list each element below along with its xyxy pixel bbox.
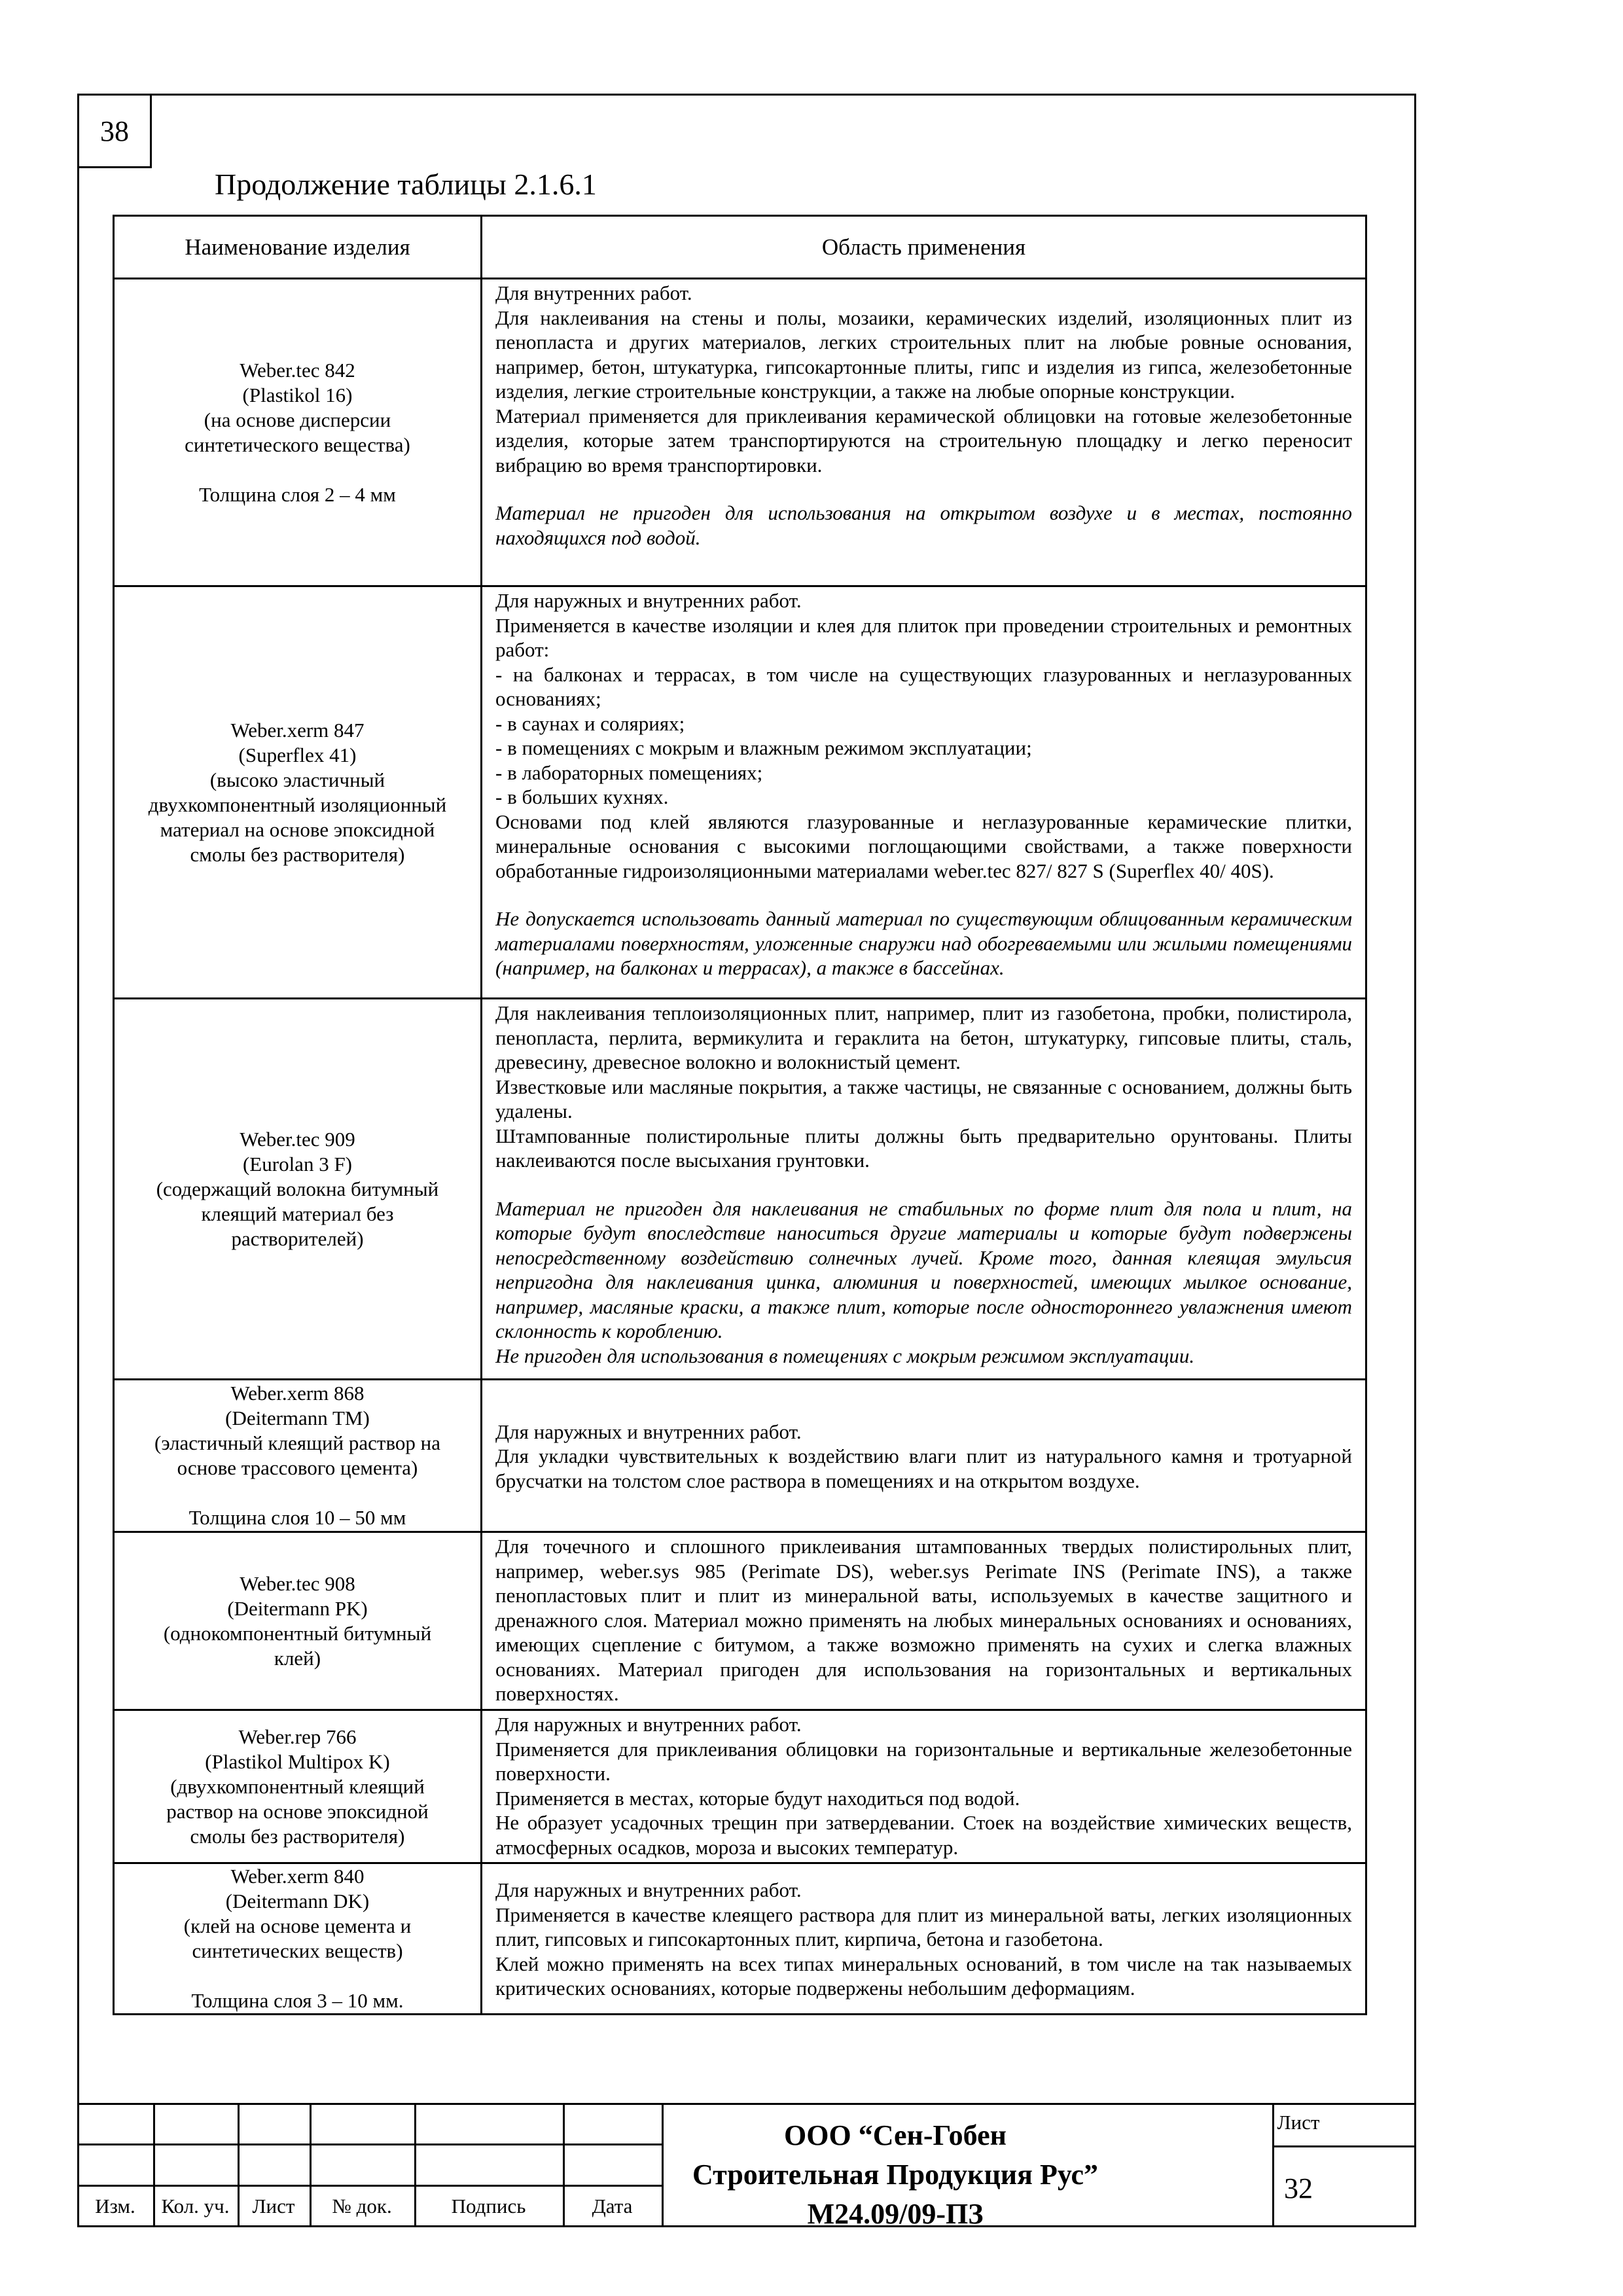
layer-thickness: Толщина слоя 2 – 4 мм (199, 482, 396, 506)
application-cell (482, 279, 1366, 586)
product-name-line: Weber.tec 909 (240, 1127, 355, 1151)
stamp-label-sheet: Лист (252, 2195, 295, 2217)
application-paragraph: Применяется в качестве изоляции и клея для плиток при проведении строительных и ремонтных работ: (495, 613, 1352, 661)
product-name-line: раствор на основе эпоксидной (166, 1799, 429, 1823)
product-name-cell (114, 1710, 482, 1863)
application-cell (482, 586, 1366, 999)
product-name-line: (на основе дисперсии (204, 408, 391, 431)
sheet-number: 32 (1284, 2172, 1313, 2204)
application-cell (482, 1532, 1366, 1710)
application-paragraph: Для точечного и сплошного приклеивания штампованных твердых полистирольных плит, например, weber.sys 985 (Perimate DS), weber.sys Perimate INS (Perimate INS), а также пенопластовых плит и плит из минеральной ваты, используемых в качестве защитного и дренажного слоя. Материал можно применять на любых минеральных основаниях и основаниях, имеющих сцепление с битумом, а также возможно применять на сухих и слегка влажных основаниях. Материал пригоден для использования на горизонтальных и вертикальных поверхностях. (495, 1535, 1352, 1705)
product-name-line: (высоко эластичный (209, 768, 385, 791)
product-name-cell (114, 1532, 482, 1710)
product-name-line: клей) (274, 1646, 321, 1670)
company-name-line: ООО “Сен-Гобен (784, 2119, 1007, 2151)
layer-thickness: Толщина слоя 10 – 50 мм (188, 1506, 406, 1529)
product-name-line: (Plastikol 16) (242, 383, 353, 406)
table-row (114, 999, 1366, 1380)
application-paragraph: Основами под клей являются глазурованные и неглазурованные керамические плитки, минеральные основания с высокими поглощающими свойствами, а также поверхности обработанные гидроизоляционными материалами weber.tec 827/ 827 S (Superflex 40/ 40S). (495, 810, 1352, 882)
table-row (114, 1863, 1366, 2015)
product-name-line: материал на основе эпоксидной (160, 817, 435, 841)
product-name-line: синтетического вещества) (185, 433, 410, 456)
product-name-line: (двухкомпонентный клеящий (170, 1774, 425, 1798)
product-name-line: клеящий материал без (201, 1202, 394, 1225)
table-row (114, 1532, 1366, 1710)
application-paragraph: Для наружных и внутренних работ. (495, 1420, 802, 1443)
application-paragraph: Клей можно применять на всех типах минеральных оснований, в том числе на так называемых критических основаниях, которые подвержены небольшим деформациям. (495, 1952, 1352, 2000)
stamp-label-date: Дата (592, 2195, 633, 2217)
application-paragraph: Применяется в качестве клеящего раствора для плит из минеральной ваты, легких изоляционных плит, гипсовых и гипсокартонных плит, кирпича, бетона и газобетона. (495, 1903, 1352, 1951)
application-paragraph: Для наклеивания теплоизоляционных плит, например, плит из газобетона, пробки, полистирола, пенопласта, перлита, вермикулита и гераклита на бетон, штукатурку, гипсовые плиты, сталь, древесину, древесное волокно и волокнистый цемент. (495, 1001, 1352, 1073)
title-block (77, 2103, 1416, 2230)
product-name-cell (114, 1380, 482, 1532)
application-note: Не пригоден для использования в помещениях с мокрым режимом эксплуатации. (495, 1344, 1195, 1367)
table-row (114, 1380, 1366, 1532)
product-name-line: Weber.xerm 840 (230, 1865, 365, 1888)
product-name-line: Weber.rep 766 (238, 1725, 357, 1748)
header-application: Область применения (482, 216, 1366, 279)
application-cell (482, 1863, 1366, 2015)
application-note: Материал не пригоден для наклеивания не стабильных по форме плит для пола и плит, на которые будут впоследствие наноситься другие материалы и которые будут подвержены непосредственному воздействию солнечных лучей. Кроме того, данная клеящая эмульсия непригодна для наклеивания цинка, алюминия и поверхностей, имеющих мылкое основание, например, масляные краски, а также плит, которые после одностороннего увлажнения имеют склонность к короблению. (495, 1196, 1352, 1342)
application-note: Не допускается использовать данный материал по существующим облицованным керамическим материалами поверхностям, уложенные снаружи над обогреваемыми или жилыми помещениями (например, на балконах и террасах), а также в бассейнах. (495, 907, 1352, 979)
application-paragraph: Для наружных и внутренних работ. (495, 1713, 802, 1736)
product-name-line: Weber.xerm 868 (230, 1382, 365, 1405)
product-name-line: двухкомпонентный изоляционный (148, 793, 447, 816)
products-table (113, 215, 1367, 2015)
product-name-line: (Plastikol Multipox K) (205, 1749, 390, 1773)
product-name-line: (однокомпонентный битумный (163, 1621, 432, 1645)
product-name-line: (содержащий волокна битумный (156, 1177, 439, 1200)
page-number: 38 (77, 94, 152, 168)
company-block (660, 2116, 1131, 2234)
sheet-label: Лист (1277, 2111, 1320, 2134)
product-name-line: синтетических веществ) (192, 1939, 403, 1962)
application-paragraph: Для наружных и внутренних работ. (495, 1878, 802, 1902)
company-name-line: Строительная Продукция Рус” (692, 2159, 1099, 2191)
application-paragraph: - в помещениях с мокрым и влажным режимом эксплуатации; (495, 736, 1032, 759)
product-name-cell (114, 586, 482, 999)
table-row (114, 279, 1366, 586)
product-name-line: смолы без растворителя) (190, 1824, 405, 1848)
stamp-label-doc-number: № док. (332, 2195, 392, 2217)
product-name-line: (Superflex 41) (238, 743, 357, 766)
table-row (114, 1710, 1366, 1863)
stamp-label-signature: Подпись (451, 2195, 526, 2217)
application-paragraph: Для укладки чувствительных к воздействию влаги плит из натурального камня и тротуарной брусчатки на толстом слое раствора в помещениях и на открытом воздухе. (495, 1444, 1352, 1492)
header-product-name: Наименование изделия (114, 216, 482, 279)
application-paragraph: Применяется для приклеивания облицовки на горизонтальные и вертикальные железобетонные поверхности. (495, 1737, 1352, 1785)
application-cell (482, 999, 1366, 1380)
application-paragraph: Применяется в местах, которые будут находиться под водой. (495, 1786, 1020, 1810)
document-code: М24.09/09-ПЗ (807, 2198, 984, 2230)
layer-thickness: Толщина слоя 3 – 10 мм. (191, 1989, 404, 2012)
product-name-line: (эластичный клеящий раствор на (154, 1431, 440, 1454)
table-header-row (114, 216, 1366, 279)
application-paragraph: Известковые или масляные покрытия, а также частицы, не связанные с основанием, должны быть удалены. (495, 1075, 1352, 1122)
product-name-cell (114, 279, 482, 586)
application-paragraph: Штампованные полистирольные плиты должны быть предварительно орунтованы. Плиты наклеиваются после высыхания грунтовки. (495, 1124, 1352, 1172)
product-name-line: (Deitermann DK) (225, 1890, 370, 1912)
application-cell (482, 1380, 1366, 1532)
product-name-line: (Eurolan 3 F) (242, 1152, 353, 1175)
application-paragraph: Для наклеивания на стены и полы, мозаики, керамических изделий, изоляционных плит из пенопласта и других материалов, легких строительных плит на любые ровные основания, например, бетон, штукатурка, гипсокартонные плиты, гипс и изделия из гипса, железобетонные изделия, легкие строительные конструкции, а также на любые опорные конструкции. (495, 306, 1352, 403)
product-name-line: (Deitermann TM) (225, 1407, 370, 1429)
product-name-line: смолы без растворителя) (190, 842, 405, 866)
product-name-line: Weber.tec 842 (240, 358, 355, 382)
product-name-cell (114, 1863, 482, 2015)
product-name-line: Weber.xerm 847 (230, 718, 365, 742)
table-row (114, 586, 1366, 999)
stamp-label-change: Изм. (95, 2195, 135, 2217)
application-paragraph: Не образует усадочных трещин при затвердевании. Стоек на воздействие химических веществ, атмосферных осадков, мороза и высоких температур. (495, 1811, 1352, 1859)
application-paragraph: - в саунах и соляриях; (495, 711, 685, 735)
application-paragraph: Для внутренних работ. (495, 281, 692, 304)
application-note: Материал не пригоден для использования на открытом воздухе и в местах, постоянно находящихся под водой. (495, 501, 1352, 549)
stamp-label-count: Кол. уч. (161, 2195, 230, 2217)
table-caption: Продолжение таблицы 2.1.6.1 (215, 168, 597, 201)
application-cell (482, 1710, 1366, 1863)
product-name-cell (114, 999, 482, 1380)
product-name-line: (Deitermann PK) (227, 1596, 368, 1620)
product-name-line: Weber.tec 908 (240, 1571, 355, 1595)
product-name-line: (клей на основе цемента и (183, 1914, 412, 1937)
application-paragraph: - в лабораторных помещениях; (495, 761, 763, 784)
product-name-line: растворителей) (231, 1227, 364, 1250)
application-paragraph: Для наружных и внутренних работ. (495, 589, 802, 612)
application-paragraph: - в больших кухнях. (495, 785, 669, 808)
application-paragraph: Материал применяется для приклеивания керамической облицовки на готовые железобетонные изделия, которые затем транспортируются на строительную площадку и легко переносит вибрацию во время транспортировки. (495, 404, 1352, 476)
product-name-line: основе трассового цемента) (177, 1456, 418, 1479)
application-paragraph: - на балконах и террасах, в том числе на существующих глазурованных и неглазурованных основаниях; (495, 662, 1352, 710)
